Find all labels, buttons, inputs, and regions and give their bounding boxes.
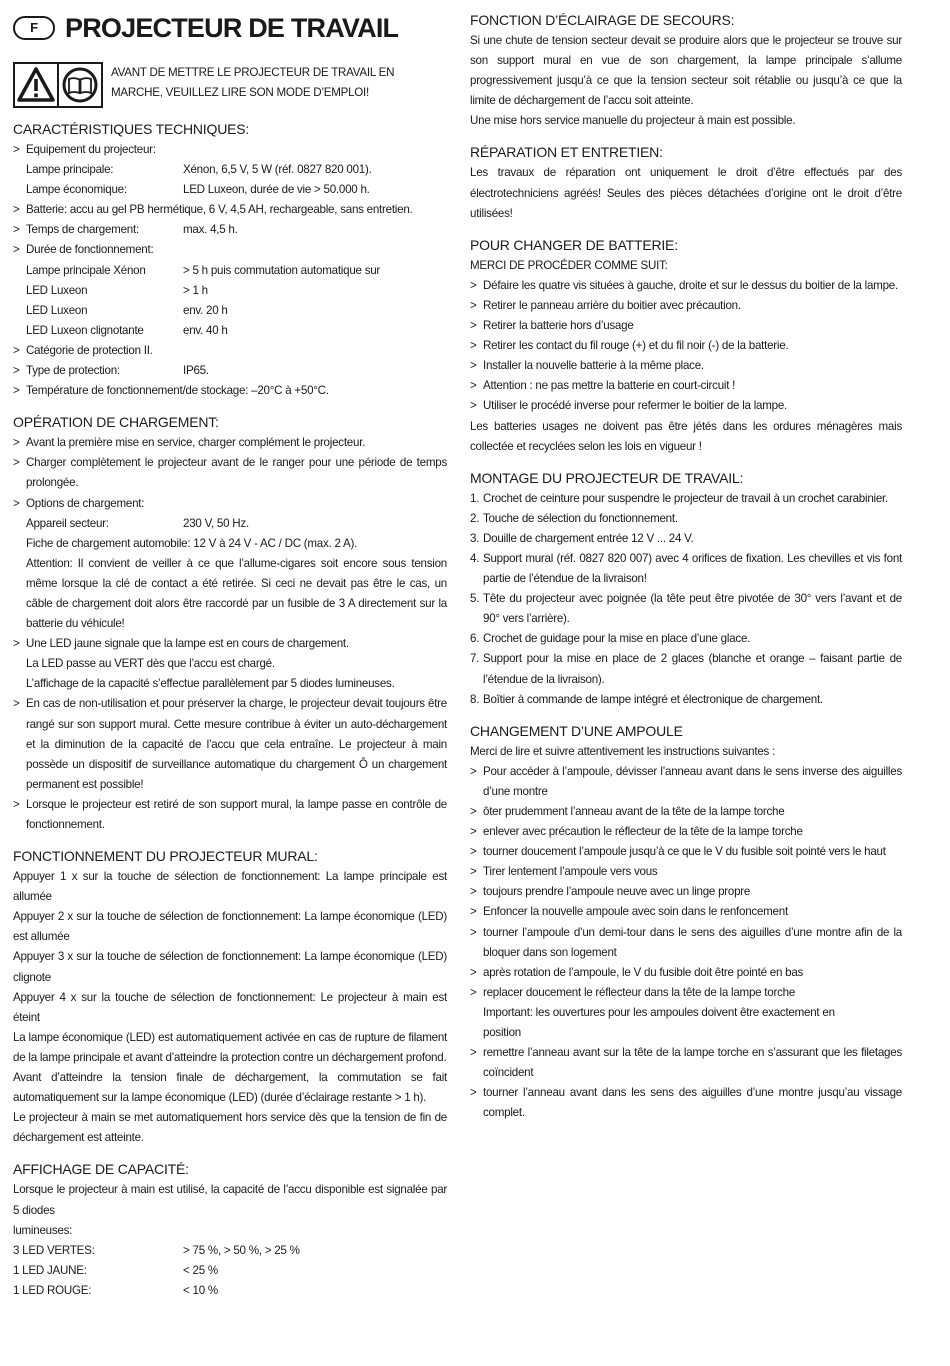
capacity-label: 1 LED JAUNE: [13,1263,87,1277]
spec-label: > Type de protection: [26,364,120,378]
repair-heading: RÉPARATION ET ENTRETIEN: [470,144,663,161]
wall-paragraph: Appuyer 1 x sur la touche de sélection de fonctionnement: La lampe principale est allumée [13,870,447,904]
capacity-row [13,1281,447,1301]
bulb-step: > ôter prudemment l’anneau avant de la tête de la lampe torche [470,802,902,822]
battery-step: > Retirer les contact du fil rouge (+) et du fil noir (-) de la batterie. [470,336,902,356]
emergency-paragraph: Si une chute de tension secteur devait se produire alors que le projecteur se trouve sur son support mural en vue de son chargement, la lampe principale s’allume progressivement jusqu’à ce que la tension secteur soit rétablie ou jusqu’à ce que la limite de déchargement de l’accu soit atteinte. [470,34,902,108]
assembly-item-text: Douille de chargement entrée 12 V ... 24 V. [483,531,694,545]
assembly-item [470,649,902,689]
spec-value: env. 40 h [183,323,228,337]
specs-heading: CARACTÉRISTIQUES TECHNIQUES: [13,121,250,137]
assembly-item-text: Crochet de guidage pour la mise en place d’une glace. [483,632,751,646]
wall-paragraph: Appuyer 4 x sur la touche de sélection de fonctionnement: Le projecteur à main est éteint [13,990,447,1024]
capacity-value: > 75 %, > 50 %, > 25 % [183,1243,300,1257]
assembly-item-text: Crochet de ceinture pour suspendre le projecteur de travail à un crochet carabinier. [483,491,888,505]
battery-step: > Retirer la batterie hors d’usage [470,316,902,336]
assembly-item-number: 8. [470,692,480,706]
assembly-item [470,509,902,529]
charging-attention: Attention: Il convient de veiller à ce que l’allume-cigares soit encore sous tension même lorsque la clé de contact a été retirée. Si ceci ne devait pas être le cas, un câble de chargement doit alors être raccordé par un fusible de 3 A directement sur la batterie du véhicule! [26,556,447,631]
assembly-item [470,549,902,589]
capacity-value: < 10 % [183,1283,218,1297]
specs-protection-category: > Catégorie de protection II. [13,341,447,361]
bulb-intro: Merci de lire et suivre attentivement les instructions suivantes : [470,744,776,758]
bulb-step: > après rotation de l’ampoule, le V du fusible doit être pointé en bas [470,963,902,983]
battery-change-subheading: MERCI DE PROCÉDER COMME SUIT: [470,258,668,272]
bulb-step: > Enfoncer la nouvelle ampoule avec soin dans le renfoncement [470,902,902,922]
wall-paragraph: La lampe économique (LED) est automatiquement activée en cas de rupture de filament de la lampe principale et avant d’atteindre la protection contre un déchargement profond. [13,1030,447,1064]
spec-label: Lampe économique: [26,183,127,197]
bulb-step: > tourner l’anneau avant dans les sens des aiguilles d’une montre jusqu’au vissage complet. [470,1083,902,1123]
assembly-item-text: Boîtier à commande de lampe intégré et électronique de chargement. [483,692,823,706]
battery-step: > Attention : ne pas mettre la batterie en court-circuit ! [470,376,902,396]
bulb-note: position [483,1026,521,1040]
capacity-paragraph: Lorsque le projecteur à main est utilisé, la capacité de l’accu disponible est signalée par 5 diodes [13,1183,447,1217]
assembly-list [470,489,902,710]
capacity-label: 3 LED VERTES: [13,1243,95,1257]
spec-value: IP65. [183,364,209,378]
charging-bullet: > Charger complètement le projecteur avant de le ranger pour une période de temps prolongée. [13,453,447,493]
battery-recycling-note: Les batteries usages ne doivent pas être jétés dans les ordures ménagères mais collectée et recyclées selon les lois en vigueur ! [470,419,902,453]
assembly-item-text: Tête du projecteur avec poignée (la tête peut être pivotée de 30° vers l’avant et de 90° vers l’arrière). [483,592,902,626]
spec-value: env. 20 h [183,303,228,317]
assembly-item [470,489,902,509]
wall-paragraph: Avant d’atteindre la tension finale de déchargement, la commutation se fait automatiquement sur la lampe économique (LED) (durée d’éclairage restante > 1 h). [13,1071,447,1105]
charging-adapter-row [13,514,447,534]
spec-row [13,180,447,200]
warning-text: AVANT DE METTRE LE PROJECTEUR DE TRAVAIL EN MARCHE, VEUILLEZ LIRE SON MODE D’EMPLOI! [111,66,395,99]
battery-step: > Retirer le panneau arrière du boitier avec précaution. [470,296,902,316]
assembly-item-text: Support pour la mise en place de 2 glaces (blanche et orange – faisant partie de l’étendue de la livraison). [483,652,902,686]
spec-row [13,301,447,321]
assembly-item [470,690,902,710]
spec-row [13,160,447,180]
manual-book-icon [59,64,101,106]
charging-bullet: > Options de chargement: [13,494,447,514]
warning-icons [13,62,103,108]
title-row [13,8,447,48]
specs-protection-type [13,361,447,381]
spec-label: LED Luxeon clignotante [26,323,144,337]
charging-line: La LED passe au VERT dès que l’accu est chargé. [26,657,275,671]
language-badge: F [13,16,55,40]
bulb-step: > replacer doucement le réflecteur dans la tête de la lampe torche [470,983,902,1003]
spec-label: > Temps de chargement: [26,223,139,237]
capacity-row [13,1261,447,1281]
assembly-item-number: 5. [470,592,480,606]
charging-bullet: > Avant la première mise en service, charger complément le projecteur. [13,433,447,453]
specs-temperature: > Température de fonctionnement/de stockage: –20°C à +50°C. [13,381,447,401]
bulb-step: > Tirer lentement l’ampoule vers vous [470,862,902,882]
assembly-heading: MONTAGE DU PROJECTEUR DE TRAVAIL: [470,469,744,486]
spec-row [13,281,447,301]
charging-car-plug: Fiche de chargement automobile: 12 V à 24 V - AC / DC (max. 2 A). [26,536,358,550]
warning-triangle-icon [15,64,59,106]
wall-heading: FONCTIONNEMENT DU PROJECTEUR MURAL: [13,848,318,865]
wall-paragraph: Appuyer 2 x sur la touche de sélection de fonctionnement: La lampe économique (LED) est allumée [13,910,447,944]
spec-label: LED Luxeon [26,283,88,297]
assembly-item-text: Support mural (réf. 0827 820 007) avec 4 orifices de fixation. Les chevilles et vis font partie de l’étendue de la livraison! [483,551,902,586]
emergency-paragraph: Une mise hors service manuelle du projecteur à main est possible. [470,114,796,128]
spec-value: Xénon, 6,5 V, 5 W (réf. 0827 820 001). [183,163,372,177]
right-column [470,0,902,1124]
charging-bullet: > Une LED jaune signale que la lampe est en cours de chargement. [13,634,447,654]
repair-paragraph: Les travaux de réparation ont uniquement le droit d’être effectués par des électrotechniciens agréés! Seules des pièces détachées d’origine ont le droit d’être utilisées! [470,166,902,220]
capacity-label: 1 LED ROUGE: [13,1283,92,1297]
assembly-item [470,589,902,629]
bulb-step: > tourner doucement l’ampoule jusqu’à ce que le V du fusible soit pointé vers le haut [470,842,902,862]
spec-label: LED Luxeon [26,303,88,317]
charging-value: 230 V, 50 Hz. [183,516,249,530]
charging-label: Appareil secteur: [26,516,109,530]
assembly-item-number: 1. [470,491,480,505]
spec-value: max. 4,5 h. [183,223,238,237]
charging-bullet: > Lorsque le projecteur est retiré de son support mural, la lampe passe en contrôle de fonctionnement. [13,795,447,835]
wall-paragraph: Le projecteur à main se met automatiquement hors service dès que la tension de fin de déchargement est atteinte. [13,1111,447,1145]
spec-row [13,321,447,341]
capacity-paragraph: lumineuses: [13,1223,73,1237]
battery-change-heading: POUR CHANGER DE BATTERIE: [470,236,678,253]
assembly-item [470,529,902,549]
assembly-item-number: 7. [470,652,480,666]
assembly-item [470,629,902,649]
spec-row [13,261,447,281]
assembly-item-text: Touche de sélection du fonctionnement. [483,511,678,525]
battery-step: > Utiliser le procédé inverse pour refermer le boitier de la lampe. [470,396,902,416]
charging-heading: OPÉRATION DE CHARGEMENT: [13,414,219,431]
bulb-step: > enlever avec précaution le réflecteur de la tête de la lampe torche [470,822,902,842]
spec-label: Lampe principale Xénon [26,263,146,277]
specs-duration: > Durée de fonctionnement: [13,240,447,260]
bulb-note: Important: les ouvertures pour les ampoules doivent être exactement en [483,1005,835,1019]
page-title: PROJECTEUR DE TRAVAIL [65,13,399,43]
bulb-step: > Pour accéder à l’ampoule, dévisser l’anneau avant dans le sens inverse des aiguilles d’une montre [470,762,902,802]
bulb-heading: CHANGEMENT D’UNE AMPOULE [470,722,683,739]
bulb-step: > toujours prendre l’ampoule neuve avec un linge propre [470,882,902,902]
wall-paragraph: Appuyer 3 x sur la touche de sélection de fonctionnement: La lampe économique (LED) clignote [13,950,447,984]
spec-value: LED Luxeon, durée de vie > 50.000 h. [183,183,370,197]
bulb-step: > tourner l’ampoule d’un demi-tour dans le sens des aiguilles d’une montre afin de la bloquer dans son logement [470,923,902,963]
spec-value: > 1 h [183,283,208,297]
battery-step: > Installer la nouvelle batterie à la même place. [470,356,902,376]
charging-line: L’affichage de la capacité s’effectue parallèlement par 5 diodes lumineuses. [26,677,395,691]
emergency-heading: FONCTION D’ÉCLAIRAGE DE SECOURS: [470,12,735,28]
battery-step: > Défaire les quatre vis situées à gauche, droite et sur le dessus du boitier de la lampe. [470,276,902,296]
capacity-value: < 25 % [183,1263,218,1277]
warning-box [13,62,447,108]
bulb-step: > remettre l’anneau avant sur la tête de la lampe torche en s’assurant que les filetages coïncident [470,1043,902,1083]
capacity-heading: AFFICHAGE DE CAPACITÉ: [13,1161,189,1178]
capacity-row [13,1241,447,1261]
spec-label: Lampe principale: [26,163,114,177]
charging-bullet: > En cas de non-utilisation et pour préserver la charge, le projecteur devait toujours être rangé sur son support mural. Cette mesure contribue à éviter un auto-déchargement et la diminution de la capacité de l’accu que cela entraîne. Le projecteur à main possède un dispositif de surveillance automatique du chargement Ô un chargement permanent est possible! [13,694,447,794]
assembly-item-number: 4. [470,551,480,565]
left-column [13,0,447,1301]
specs-battery: > Batterie: accu au gel PB hermétique, 6 V, 4,5 AH, rechargeable, sans entretien. [13,200,447,220]
specs-charge-time [13,220,447,240]
specs-equipment: > Equipement du projecteur: [13,140,447,160]
spec-value: > 5 h puis commutation automatique sur [183,263,381,277]
assembly-item-number: 6. [470,632,480,646]
assembly-item-number: 2. [470,511,480,525]
assembly-item-number: 3. [470,531,480,545]
